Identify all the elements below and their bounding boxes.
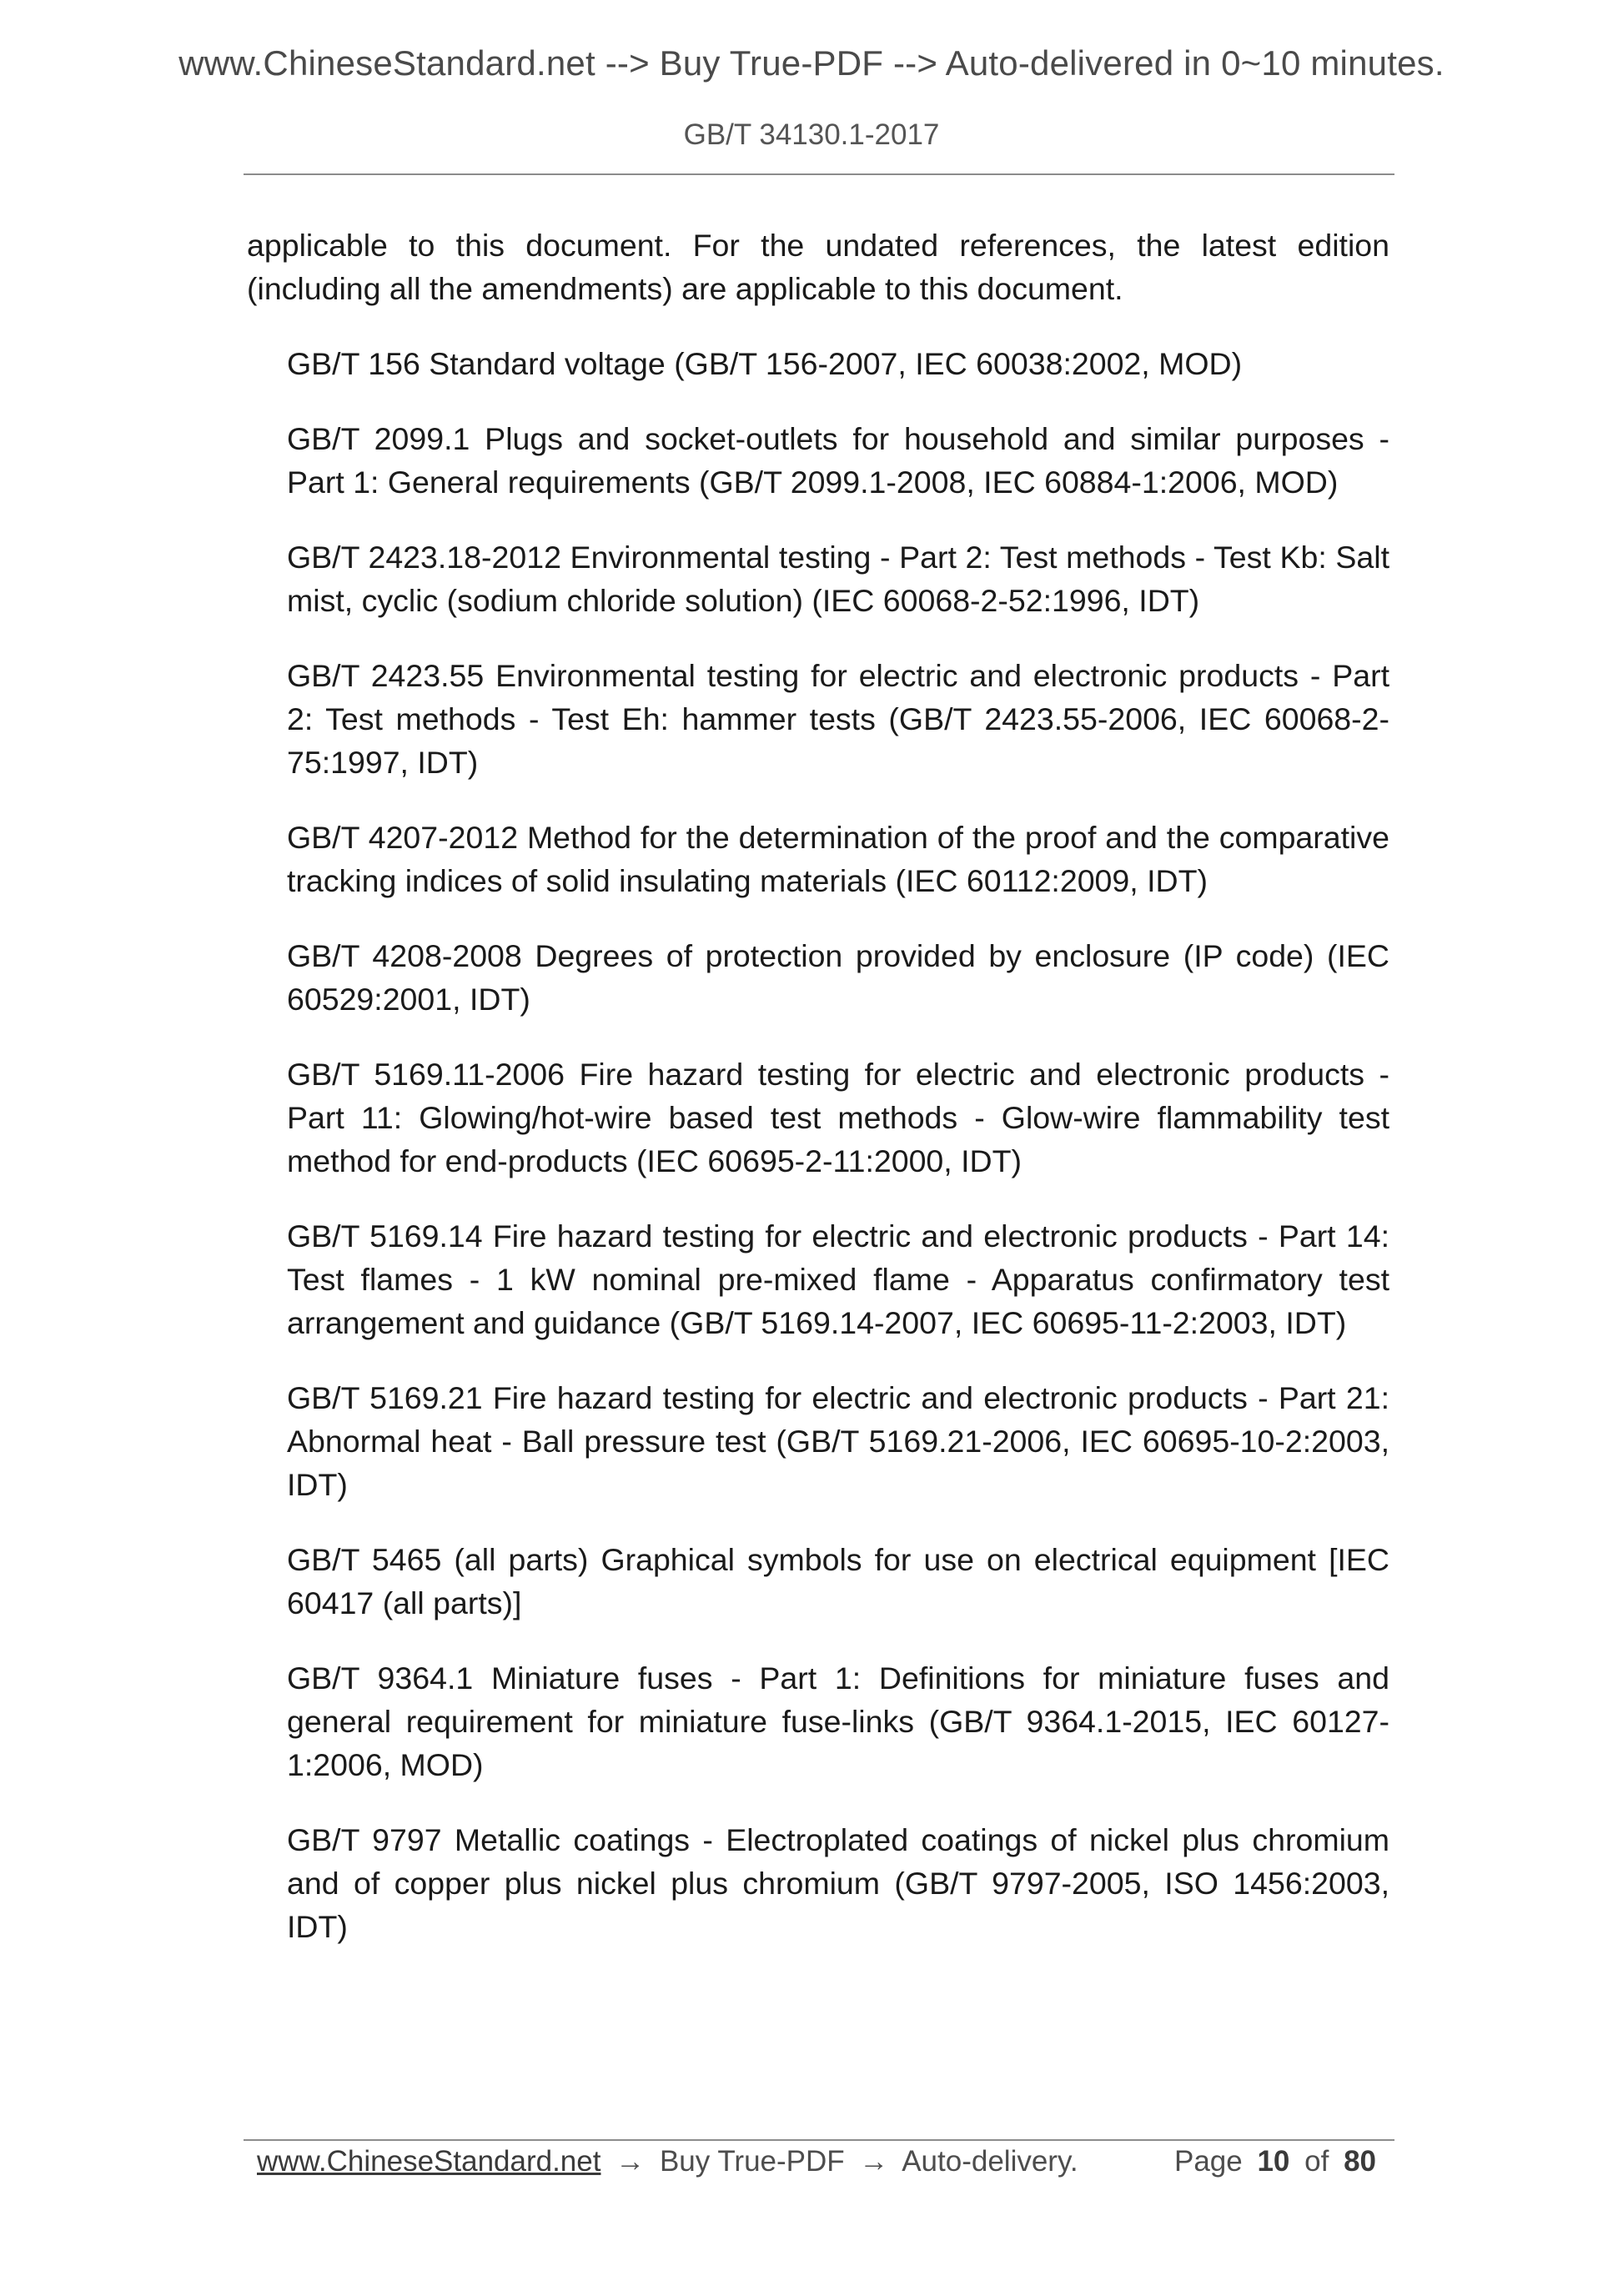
arrow-right-icon: → <box>859 2145 889 2178</box>
reference-item: GB/T 5169.11-2006 Fire hazard testing for electric and electronic products - Part 11: Glowing/hot-wire based test methods - Glow-wire flammability test method for end-products (IEC 60695-2-11:2000, IDT) <box>287 1057 1389 1178</box>
footer-delivery-text: Auto-delivery. <box>902 2145 1078 2178</box>
standard-code: GB/T 34130.1-2017 <box>683 118 940 151</box>
page-label: Page <box>1173 2145 1243 2178</box>
footer-site-link[interactable]: www.ChineseStandard.net <box>257 2145 601 2178</box>
reference-item: GB/T 5465 (all parts) Graphical symbols for use on electrical equipment [IEC 60417 (all parts)] <box>287 1542 1389 1620</box>
total-pages: 80 <box>1344 2145 1376 2178</box>
reference-item: GB/T 5169.14 Fire hazard testing for electric and electronic products - Part 14: Test flames - 1 kW nominal pre-mixed flame - Apparatus confirmatory test arrangement and guidance (GB/T 5169.14-2007, IEC 60695-11-2:2003, IDT) <box>287 1218 1389 1340</box>
reference-item: GB/T 2423.18-2012 Environmental testing - Part 2: Test methods - Test Kb: Salt mist, cyclic (sodium chloride solution) (IEC 60068-2-52:1996, IDT) <box>287 540 1389 618</box>
reference-item: GB/T 9797 Metallic coatings - Electroplated coatings of nickel plus chromium and of copper plus nickel plus chromium (GB/T 9797-2005, ISO 1456:2003, IDT) <box>287 1822 1389 1944</box>
document-body <box>247 224 1389 1980</box>
reference-item: GB/T 2099.1 Plugs and socket-outlets for household and similar purposes - Part 1: General requirements (GB/T 2099.1-2008, IEC 60884-1:2006, MOD) <box>287 421 1389 500</box>
page-number: 10 <box>1257 2145 1290 2178</box>
page-footer <box>257 2138 1383 2185</box>
of-label: of <box>1304 2145 1329 2178</box>
reference-item: GB/T 2423.55 Environmental testing for electric and electronic products - Part 2: Test methods - Test Eh: hammer tests (GB/T 2423.55-2006, IEC 60068-2-75:1997, IDT) <box>287 658 1389 780</box>
page-indicator <box>1174 2138 1383 2185</box>
reference-item: GB/T 156 Standard voltage (GB/T 156-2007, IEC 60038:2002, MOD) <box>287 346 1243 381</box>
header-divider <box>244 173 1394 175</box>
footer-buy-text: Buy True-PDF <box>659 2145 845 2178</box>
arrow-right-icon: → <box>616 2145 646 2178</box>
footer-promo <box>257 2138 1078 2185</box>
reference-item: GB/T 4207-2012 Method for the determination of the proof and the comparative tracking indices of solid insulating materials (IEC 60112:2009, IDT) <box>287 820 1389 898</box>
intro-paragraph: applicable to this document. For the undated references, the latest edition (including all the amendments) are applicable to this document. <box>247 228 1389 306</box>
reference-item: GB/T 5169.21 Fire hazard testing for electric and electronic products - Part 21: Abnormal heat - Ball pressure test (GB/T 5169.21-2006, IEC 60695-10-2:2003, IDT) <box>287 1380 1389 1502</box>
reference-item: GB/T 4208-2008 Degrees of protection provided by enclosure (IP code) (IEC 60529:2001, IDT) <box>287 938 1389 1017</box>
header-banner: www.ChineseStandard.net --> Buy True-PDF --> Auto-delivered in 0~10 minutes. <box>178 43 1445 83</box>
reference-item: GB/T 9364.1 Miniature fuses - Part 1: Definitions for miniature fuses and general requirement for miniature fuse-links (GB/T 9364.1-2015, IEC 60127-1:2006, MOD) <box>287 1660 1389 1782</box>
